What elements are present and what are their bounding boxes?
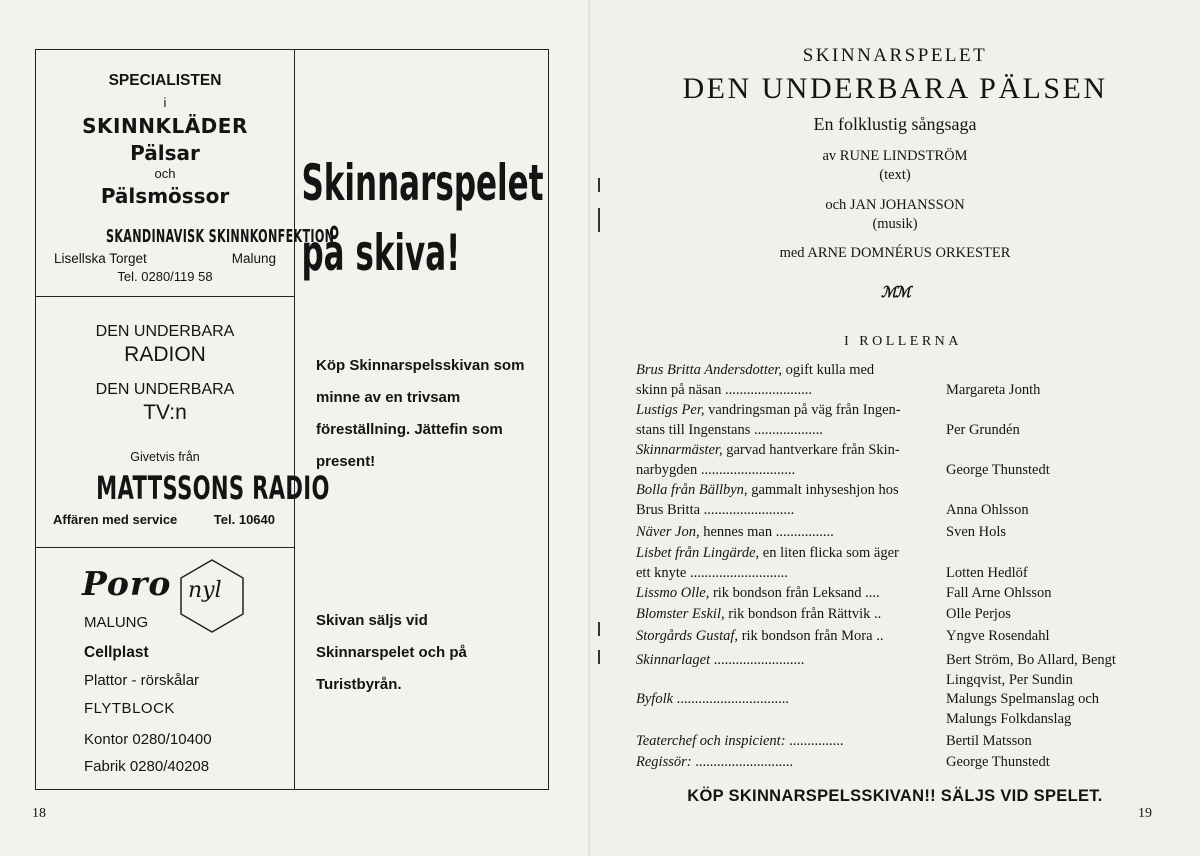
role-desc: .........................	[710, 652, 805, 668]
actor-name: Per Grundén	[946, 422, 1020, 438]
advertisement-grid	[35, 49, 549, 790]
ad1-address-left: Lisellska Torget	[54, 251, 147, 266]
ad4-headline2: på skiva!	[301, 224, 461, 282]
page-number-right: 19	[1138, 806, 1152, 821]
ad1-company: SKANDINAVISK SKINNKONFEKTION	[105, 226, 335, 247]
actor-name: Anna Ohlsson	[946, 502, 1029, 518]
ad2-line1: DEN UNDERBARA	[95, 323, 235, 340]
program-kicker: SKINNARSPELET	[802, 45, 988, 66]
role-name: Lisbet från Lingärde,	[636, 545, 760, 561]
role-name: Teaterchef och inspicient:	[636, 733, 786, 749]
ornament-icon: ℳℳ	[880, 285, 910, 301]
role-name: Byfolk	[636, 691, 674, 707]
cast-heading: I ROLLERNA	[844, 334, 962, 349]
ad3-factory: Fabrik 0280/40208	[84, 758, 210, 775]
role-desc-cont: Brus Britta .........................	[636, 502, 795, 518]
ad1-phone: Tel. 0280/119 58	[117, 269, 213, 284]
role-desc-cont: stans till Ingenstans ...................	[636, 422, 823, 438]
actor-name: Sven Hols	[946, 524, 1007, 540]
ad3-product: Cellplast	[84, 644, 149, 661]
role-name: Brus Britta Andersdotter,	[636, 362, 782, 378]
ad1-line3: SKINNKLÄDER	[82, 114, 248, 138]
margin-mark	[598, 622, 600, 636]
ad1-line4: Pälsar	[130, 141, 200, 165]
poronyl-logo-hex-text: nyl	[188, 578, 222, 603]
role-desc: vandringsman på väg från Ingen-	[704, 402, 901, 418]
role-desc: gammalt inhyseshjon hos	[747, 482, 899, 498]
program-subtitle: En folklustig sångsaga	[813, 114, 977, 134]
author-role: (text)	[879, 167, 911, 183]
role-desc-cont: ett knyte ...........................	[636, 565, 788, 581]
actor-name: George Thunstedt	[946, 462, 1050, 478]
actor-name: Lotten Hedlöf	[946, 565, 1028, 581]
left-page	[0, 0, 590, 856]
ad4-body1: Köp Skinnarspelsskivan som minne av en trivsam föreställning. Jättefin som present!	[316, 357, 525, 470]
role-name: Storgårds Gustaf,	[636, 628, 739, 644]
ad3-line2: FLYTBLOCK	[84, 700, 175, 717]
poronyl-logo-script: Poro	[82, 564, 172, 603]
ad4-body2: Skivan säljs vid Skinnarspelet och på Turistbyrån.	[316, 612, 467, 693]
ad1-address-right: Malung	[231, 251, 276, 266]
composer-line: och JAN JOHANSSON	[825, 197, 965, 213]
role-name: Blomster Eskil,	[636, 606, 725, 622]
ad2-company-wrap	[36, 469, 330, 507]
role-desc: ...............................	[673, 691, 790, 707]
program-title: DEN UNDERBARA PÄLSEN	[682, 72, 1108, 105]
role-desc: en liten flicka som äger	[759, 545, 899, 561]
role-desc: ...............	[785, 733, 844, 749]
role-desc: rik bondson från Mora ..	[738, 628, 884, 644]
role-name: Lissmo Olle,	[636, 585, 710, 601]
actor-name: Fall Arne Ohlsson	[946, 585, 1052, 601]
ad3-line1: Plattor - rörskålar	[84, 672, 200, 689]
ad-skinnkonfektion	[36, 50, 335, 296]
right-page	[590, 0, 1200, 856]
role-desc: garvad hantverkare från Skin-	[722, 442, 900, 458]
role-name: Näver Jon,	[636, 524, 700, 540]
ad2-line5: Givetvis från	[130, 450, 200, 464]
role-name: Skinnarmäster,	[636, 442, 723, 458]
author-line: av RUNE LINDSTRÖM	[822, 148, 968, 164]
actor-name: Margareta Jonth	[946, 382, 1041, 398]
ad1-line1: SPECIALISTEN	[108, 72, 222, 89]
ad-mattssons-radio	[36, 297, 330, 547]
ad1-line6: Pälsmössor	[100, 184, 230, 208]
ad4-headline1: Skinnarspelet	[301, 154, 544, 212]
ad3-town: MALUNG	[84, 614, 149, 631]
ad4-headline-wrap	[281, 148, 551, 288]
actor-name: Bert Ström, Bo Allard, Bengt	[946, 652, 1116, 668]
composer-role: (musik)	[872, 216, 918, 232]
ad2-tagline: Affären med service	[53, 512, 178, 527]
ad2-line2: RADION	[124, 343, 206, 366]
ad1-line2: i	[163, 95, 167, 110]
role-desc-cont: narbygden ..........................	[636, 462, 796, 478]
role-desc: ...........................	[691, 754, 794, 770]
ad2-company: MATTSSONS RADIO	[96, 469, 330, 507]
actor-name-cont: Malungs Folkdanslag	[946, 711, 1072, 727]
ad3-office: Kontor 0280/10400	[84, 731, 212, 748]
ad2-line3: DEN UNDERBARA	[95, 381, 235, 398]
role-desc-cont: skinn på näsan ........................	[636, 382, 812, 398]
role-name: Bolla från Bällbyn,	[636, 482, 748, 498]
role-desc: rik bondson från Leksand ....	[709, 585, 880, 601]
actor-name: Olle Perjos	[946, 606, 1011, 622]
role-desc: ogift kulla med	[781, 362, 875, 378]
role-desc: hennes man ................	[699, 524, 834, 540]
actor-name: George Thunstedt	[946, 754, 1050, 770]
ad2-line4: TV:n	[143, 401, 187, 424]
actor-name-cont: Lingqvist, Per Sundin	[946, 672, 1073, 688]
margin-mark	[598, 650, 600, 664]
actor-name: Yngve Rosendahl	[946, 628, 1050, 644]
page-number-left: 18	[32, 806, 46, 821]
ad2-phone: Tel. 10640	[213, 512, 275, 527]
role-name: Regissör:	[636, 754, 692, 770]
footer-call-to-action: KÖP SKINNARSPELSSKIVAN!! SÄLJS VID SPELET.	[687, 787, 1103, 805]
ad-record	[295, 50, 549, 790]
role-name: Skinnarlaget	[636, 652, 711, 668]
role-desc: rik bondson från Rättvik ..	[724, 606, 882, 622]
ad-poronyl	[36, 548, 294, 790]
orchestra-line: med ARNE DOMNÉRUS ORKESTER	[779, 245, 1011, 261]
role-name: Lustigs Per,	[636, 402, 705, 418]
actor-name: Malungs Spelmanslag och	[946, 691, 1100, 707]
ad1-company-wrap	[36, 226, 335, 247]
actor-name: Bertil Matsson	[946, 733, 1032, 749]
ad1-line5: och	[154, 166, 176, 181]
